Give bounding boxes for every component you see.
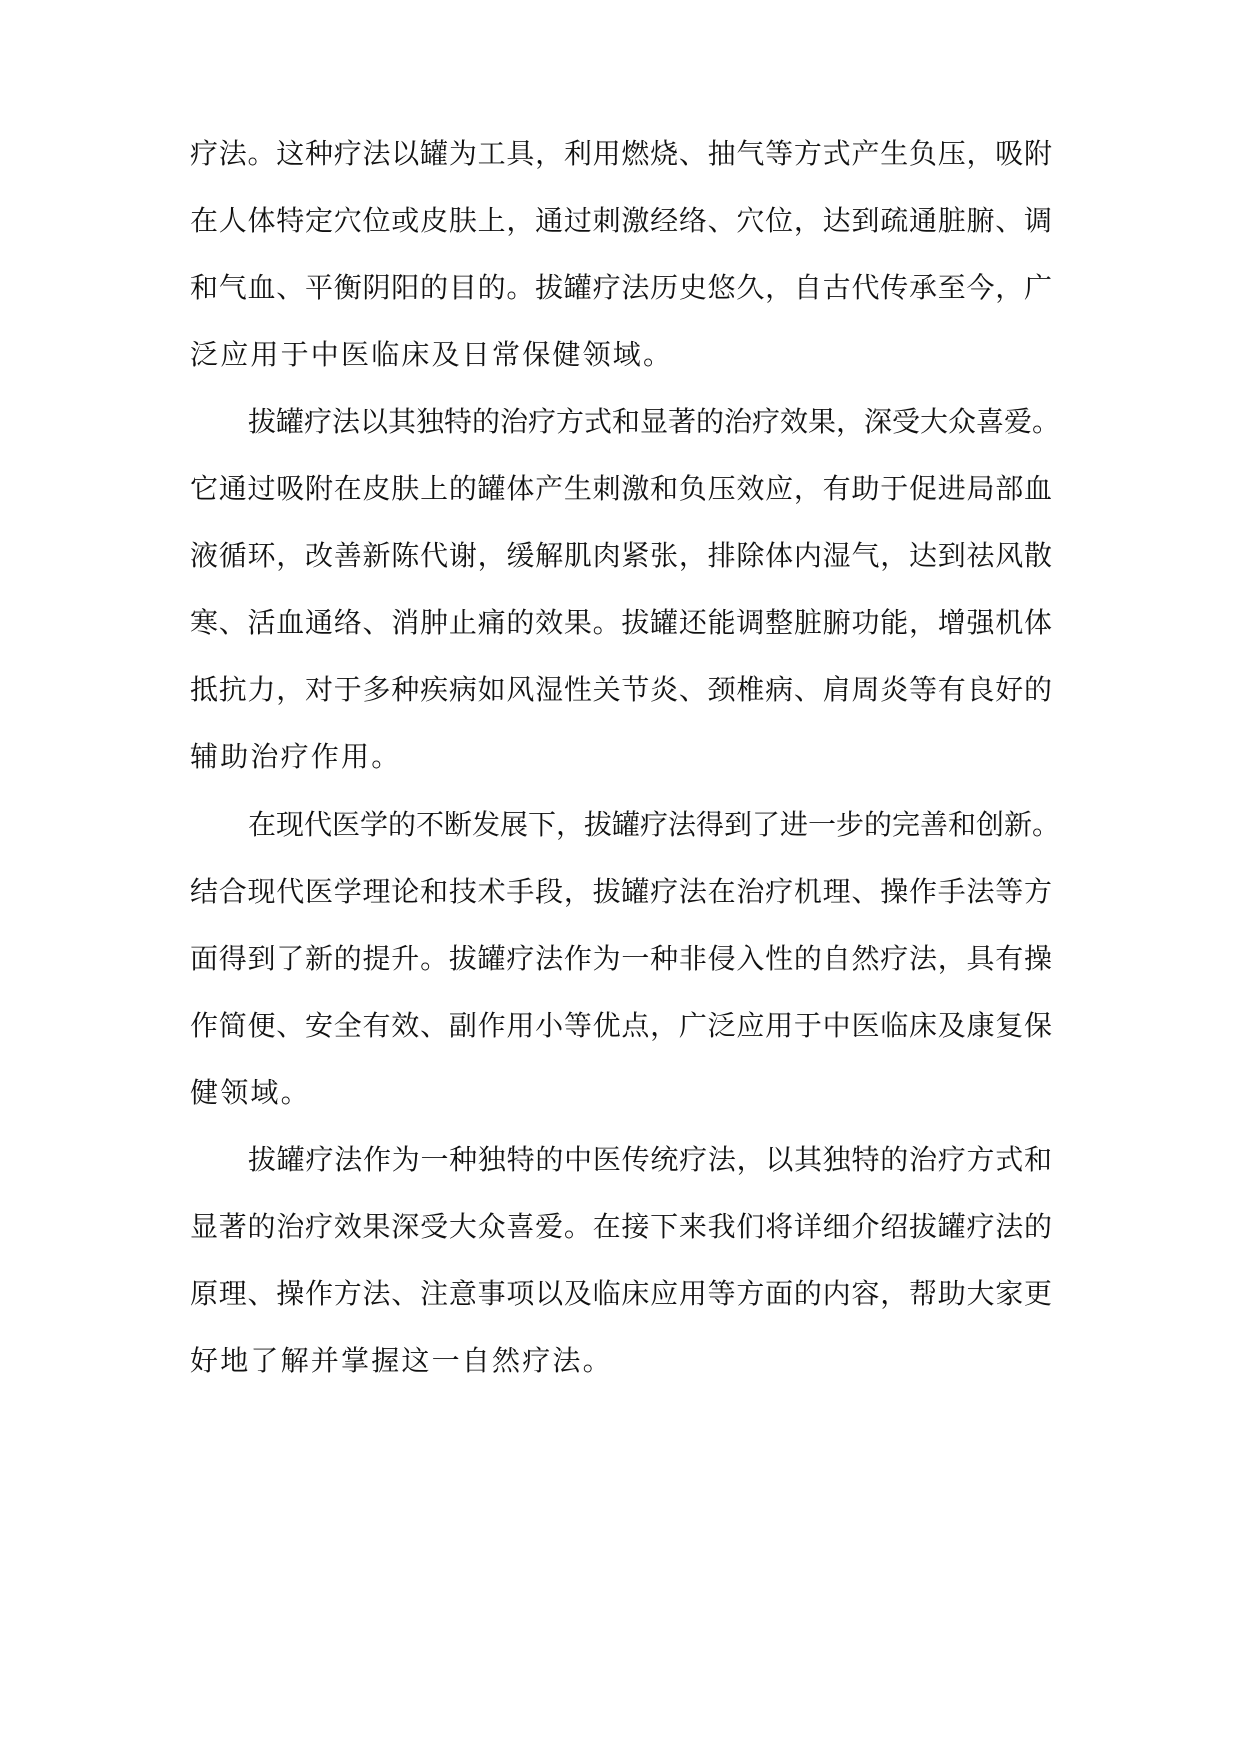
paragraph-1-line-3: 和气血、平衡阴阳的目的。拔罐疗法历史悠久，自古代传承至今，广 [190, 271, 1052, 304]
paragraph-1-line-2: 在人体特定穴位或皮肤上，通过刺激经络、穴位，达到疏通脏腑、调 [190, 204, 1052, 237]
paragraph-2-line-2: 它通过吸附在皮肤上的罐体产生刺激和负压效应，有助于促进局部血 [190, 472, 1052, 505]
paragraph-4-line-3: 原理、操作方法、注意事项以及临床应用等方面的内容，帮助大家更 [190, 1277, 1052, 1310]
paragraph-3-line-3: 面得到了新的提升。拔罐疗法作为一种非侵入性的自然疗法，具有操 [190, 942, 1052, 975]
paragraph-3-line-1: 在现代医学的不断发展下，拔罐疗法得到了进一步的完善和创新。 [248, 808, 1061, 841]
paragraph-1-line-1: 疗法。这种疗法以罐为工具，利用燃烧、抽气等方式产生负压，吸附 [190, 137, 1052, 170]
paragraph-2-line-4: 寒、活血通络、消肿止痛的效果。拔罐还能调整脏腑功能，增强机体 [190, 606, 1052, 639]
paragraph-2-line-6: 辅助治疗作用。 [190, 740, 402, 773]
paragraph-4-line-1: 拔罐疗法作为一种独特的中医传统疗法，以其独特的治疗方式和 [248, 1143, 1052, 1176]
paragraph-3-line-4: 作简便、安全有效、副作用小等优点，广泛应用于中医临床及康复保 [190, 1009, 1052, 1042]
paragraph-4-line-4: 好地了解并掌握这一自然疗法。 [190, 1344, 613, 1377]
paragraph-4-line-2: 显著的治疗效果深受大众喜爱。在接下来我们将详细介绍拔罐疗法的 [190, 1210, 1052, 1243]
paragraph-1-line-4: 泛应用于中医临床及日常保健领域。 [190, 338, 674, 371]
paragraph-3-line-5: 健领域。 [190, 1076, 311, 1109]
paragraph-2-line-1: 拔罐疗法以其独特的治疗方式和显著的治疗效果，深受大众喜爱。 [248, 405, 1061, 438]
paragraph-3-line-2: 结合现代医学理论和技术手段，拔罐疗法在治疗机理、操作手法等方 [190, 875, 1052, 908]
paragraph-2-line-5: 抵抗力，对于多种疾病如风湿性关节炎、颈椎病、肩周炎等有良好的 [190, 673, 1052, 706]
paragraph-2-line-3: 液循环，改善新陈代谢，缓解肌肉紧张，排除体内湿气，达到祛风散 [190, 539, 1052, 572]
